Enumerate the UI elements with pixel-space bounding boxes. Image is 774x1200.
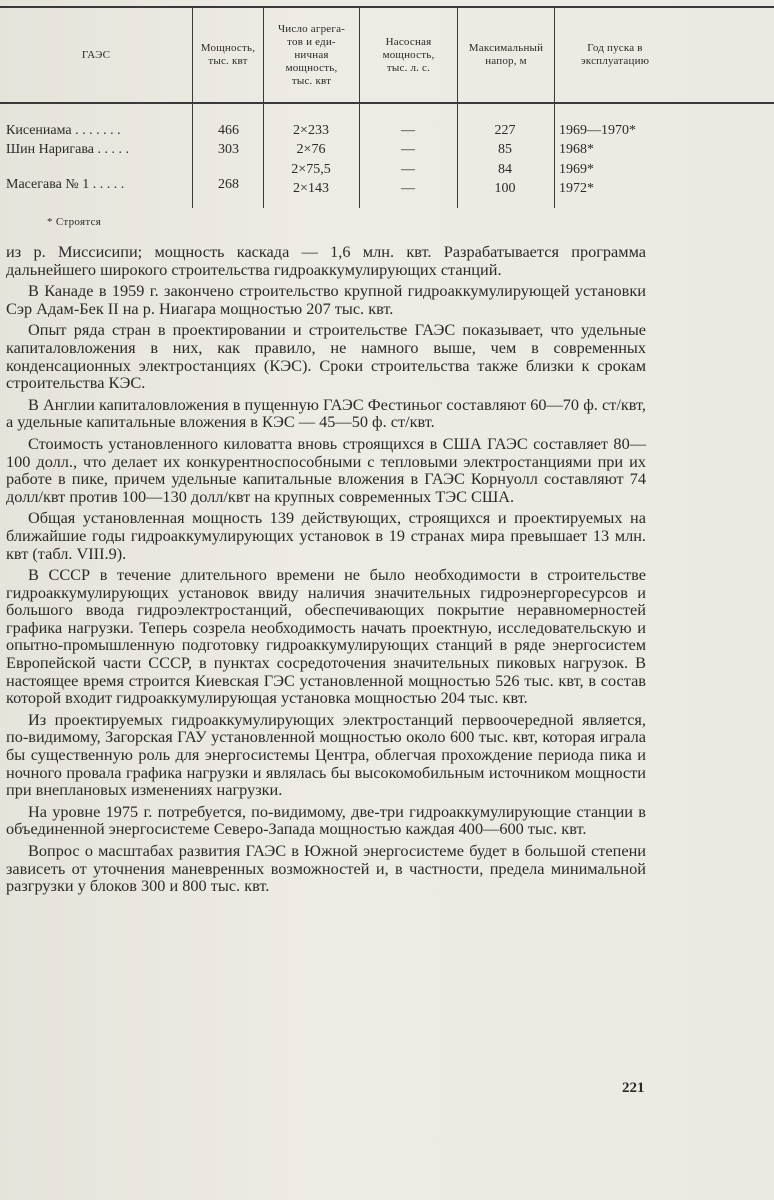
paragraph: из р. Миссисипи; мощность каскада — 1,6 млн. квт. Разрабатывается программа дальнейшего широкого строительства гидроаккумулирующих станций.: [6, 242, 646, 279]
table-cell-units: 2×75,5: [291, 162, 331, 177]
header-commission-year: Год пуска в эксплуатацию: [580, 42, 650, 67]
table-cell-pump: —: [401, 123, 415, 138]
hydro-storage-table: [0, 0, 774, 215]
table-cell-units: 2×233: [293, 123, 329, 138]
header-power: Мощность, тыс. квт: [200, 42, 256, 67]
table-cell-head: 85: [498, 142, 512, 157]
table-cell-year: 1972*: [559, 181, 594, 196]
paragraph: В Англии капиталовложения в пущенную ГАЭС Фестиньог составляют 60—70 ф. ст/квт, а удельные капитальные вложения в КЭС — 45—50 ф. ст/квт.: [6, 394, 646, 432]
table-cell-head: 84: [498, 162, 512, 177]
table-header-rule: [0, 102, 774, 104]
header-pump-power: Насосная мощность, тыс. л. с.: [382, 35, 435, 74]
paragraph: Стоимость установленного киловатта вновь строящихся в США ГАЭС составляет 80—100 долл., что делает их конкурентноспособными с тепловыми электростанциями при их работе в пике, причем удельные капитальные вложения в ГАЭС Корнуолл составляют 74 долл/квт против 100—130 долл/квт на крупных современных ТЭС США.: [6, 433, 646, 506]
table-row-name: Шин Наригава . . . . .: [6, 142, 130, 157]
paragraph: В Канаде в 1959 г. закончено строительство крупной гидроаккумулирующей установки Сэр Адам-Бек II на р. Ниагара мощностью 207 тыс. квт.: [6, 281, 646, 318]
paragraph: На уровне 1975 г. потребуется, по-видимому, две-три гидроаккумулирующие станции в объединенной энергосистеме Северо-Запада мощностью каждая 400—600 тыс. квт.: [6, 801, 646, 839]
table-cell-head: 227: [494, 123, 516, 138]
table-cell-units: 2×143: [293, 181, 329, 196]
table-cell-power: 466: [218, 123, 239, 138]
column-divider: [554, 6, 555, 208]
table-cell-units: 2×76: [296, 142, 326, 157]
table-cell-power: 268: [218, 177, 239, 192]
table-row-name: Кисениама . . . . . . .: [6, 123, 121, 138]
table-cell-year: 1969*: [559, 162, 594, 177]
body-text: [6, 243, 646, 899]
table-cell-pump: —: [401, 181, 415, 196]
paragraph: Опыт ряда стран в проектировании и строительстве ГАЭС показывает, что удельные капиталовложения в них, как правило, не намного выше, чем в современных конденсационных электростанциях (КЭС). Сроки строительства также близки к срокам строительства КЭС.: [6, 320, 646, 393]
table-cell-year: 1969—1970*: [559, 123, 636, 138]
header-max-head: Максимальный напор, м: [468, 42, 544, 67]
header-station: ГАЭС: [81, 48, 111, 61]
table-top-rule: [0, 6, 774, 8]
table-cell-power: 303: [218, 142, 239, 157]
table-footnote: * Строятся: [47, 216, 102, 228]
table-cell-head: 100: [494, 181, 516, 196]
header-units: Число агрега- тов и еди- ничная мощность, тыс. квт: [277, 22, 346, 87]
paragraph: Общая установленная мощность 139 действующих, строящихся и проектируемых на ближайшие годы гидроаккумулирующих установок в 19 странах мира превышает 13 млн. квт (табл. VIII.9).: [6, 508, 646, 563]
paragraph: Вопрос о масштабах развития ГАЭС в Южной энергосистеме будет в большой степени зависеть от уточнения маневренных возможностей и, в частности, предела минимальной разгрузки у блоков 300 и 800 тыс. квт.: [6, 841, 646, 896]
table-row-name: Масегава № 1 . . . . .: [6, 177, 125, 192]
paragraph: В СССР в течение длительного времени не было необходимости в строительстве гидроаккумулирующих установок ввиду наличия значительных гидроэнергоресурсов и большого ввода гидроэлектростанций, обеспечивающих покрытие неравномерностей графика нагрузки. Теперь созрела необходимость начать проектную, исследовательскую и опытно-промышленную подготовку гидроаккумулирующих станций в ряде энергосистем Европейской части СССР, в пунктах сосредоточения значительных пиковых нагрузок. В настоящее время строится Киевская ГЭС установленной мощностью 526 тыс. квт, в состав которой входит гидроаккумулирующая установка мощностью 204 тыс. квт.: [6, 565, 646, 708]
table-cell-pump: —: [401, 142, 415, 157]
table-cell-pump: —: [401, 162, 415, 177]
table-cell-year: 1968*: [559, 142, 594, 157]
paragraph: Из проектируемых гидроаккумулирующих электростанций первоочередной является, по-видимому, Загорская ГАУ установленной мощностью около 600 тыс. квт, которая играла бы существенную роль для энергосистемы Центра, облегчая прохождение периода пика и ночного провала графика нагрузки и являлась бы высокомобильным источником мощности при внеплановых изменениях нагрузки.: [6, 709, 646, 800]
page-number: 221: [622, 1080, 645, 1096]
